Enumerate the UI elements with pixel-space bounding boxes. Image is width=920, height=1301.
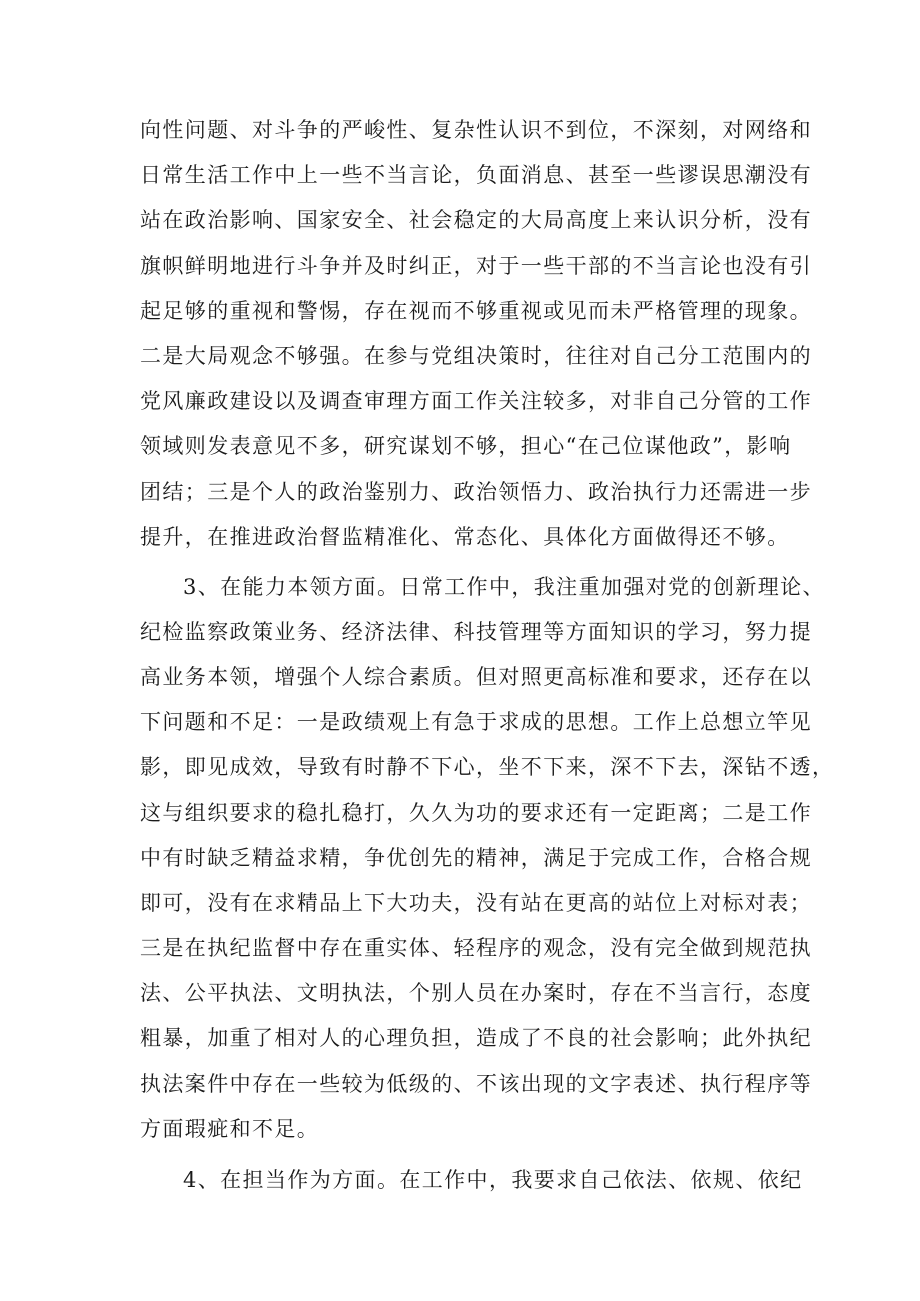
text-line: 影，即见成效，导致有时静不下心，坐不下来，深不下去，深钻不透， — [140, 755, 835, 779]
text-line: 法、公平执法、文明执法，个别人员在办案时，存在不当言行，态度 — [140, 981, 812, 1005]
text-line: 即可，没有在求精品上下大功夫，没有站在更高的站位上对标对表； — [140, 891, 812, 915]
text-line: 粗暴，加重了相对人的心理负担，造成了不良的社会影响；此外执纪 — [140, 1026, 812, 1050]
text-line: 执法案件中存在一些较为低级的、不该出现的文字表述、执行程序等 — [140, 1072, 812, 1096]
text-line: 纪检监察政策业务、经济法律、科技管理等方面知识的学习，努力提 — [140, 620, 812, 644]
text-line: 3、在能力本领方面。日常工作中，我注重加强对党的创新理论、 — [183, 575, 825, 599]
text-line: 中有时缺乏精益求精，争优创先的精神，满足于完成工作，合格合规 — [140, 846, 812, 870]
text-line: 党风廉政建设以及调查审理方面工作关注较多，对非自己分管的工作 — [140, 389, 812, 413]
text-line: 提升，在推进政治督监精准化、常态化、具体化方面做得还不够。 — [140, 525, 790, 549]
text-line: 下问题和不足：一是政绩观上有急于求成的思想。工作上总想立竿见 — [140, 710, 812, 734]
text-line: 方面瑕疵和不足。 — [140, 1117, 320, 1141]
text-line: 二是大局观念不够强。在参与党组决策时，往往对自己分工范围内的 — [140, 344, 812, 368]
text-line: 起足够的重视和警惕，存在视而不够重视或见而未严格管理的现象。 — [140, 299, 812, 323]
text-line: 日常生活工作中上一些不当言论，负面消息、甚至一些谬误思潮没有 — [140, 163, 812, 187]
text-line: 4、在担当作为方面。在工作中，我要求自己依法、依规、依纪 — [183, 1168, 803, 1192]
text-line: 三是在执纪监督中存在重实体、轻程序的观念，没有完全做到规范执 — [140, 936, 812, 960]
text-line: 这与组织要求的稳扎稳打，久久为功的要求还有一定距离；二是工作 — [140, 801, 812, 825]
text-line: 高业务本领，增强个人综合素质。但对照更高标准和要求，还存在以 — [140, 665, 812, 689]
text-line: 团结；三是个人的政治鉴别力、政治领悟力、政治执行力还需进一步 — [140, 480, 812, 504]
text-line: 向性问题、对斗争的严峻性、复杂性认识不到位，不深刻，对网络和 — [140, 118, 812, 142]
text-line: 领域则发表意见不多，研究谋划不够，担心“在己位谋他政”，影响 — [140, 434, 792, 458]
text-line: 旗帜鲜明地进行斗争并及时纠正，对于一些干部的不当言论也没有引 — [140, 254, 812, 278]
text-line: 站在政治影响、国家安全、社会稳定的大局高度上来认识分析，没有 — [140, 208, 812, 232]
